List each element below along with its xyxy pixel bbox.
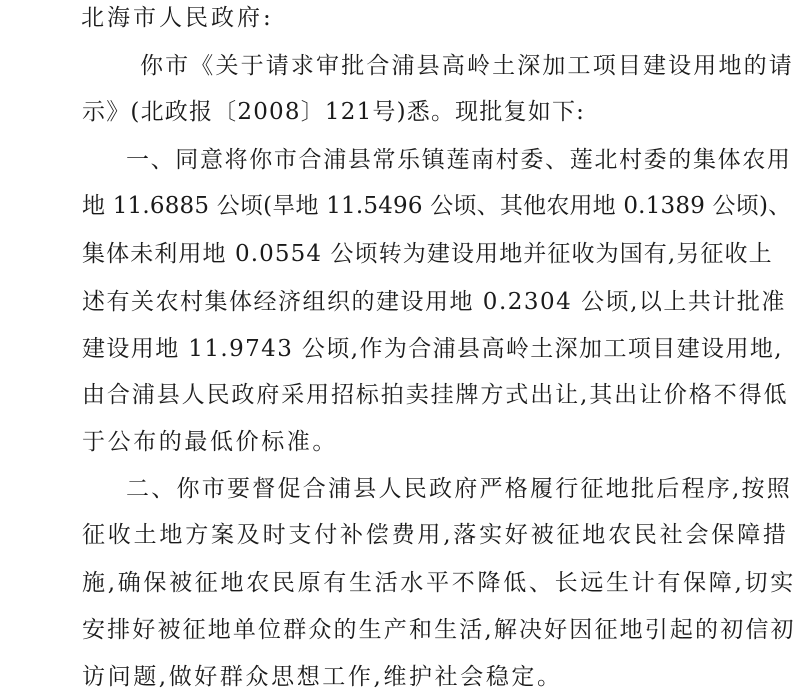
- text-line: 一、同意将你市合浦县常乐镇莲南村委、莲北村委的集体农用: [126, 147, 792, 173]
- text-line: 施,确保被征地农民原有生活水平不降低、长远生计有保障,切实: [82, 570, 796, 596]
- text-line: 地 11.6885 公顷(旱地 11.5496 公顷、其他农用地 0.1389 公顷)、: [82, 193, 792, 219]
- text-line: 二、你市要督促合浦县人民政府严格履行征地批后程序,按照: [126, 476, 793, 502]
- text-line: 建设用地 11.9743 公顷,作为合浦县高岭土深加工项目建设用地,: [82, 336, 783, 362]
- salutation: 北海市人民政府:: [81, 5, 274, 31]
- text-line: 安排好被征地单位群众的生产和生活,解决好因征地引起的初信初: [82, 617, 796, 643]
- text-line: 你市《关于请求审批合浦县高岭土深加工项目建设用地的请: [140, 53, 794, 79]
- text-line: 述有关农村集体经济组织的建设用地 0.2304 公顷,以上共计批准: [82, 289, 786, 315]
- text-line: 示》(北政报〔2008〕121号)悉。现批复如下:: [82, 99, 586, 125]
- text-line: 由合浦县人民政府采用招标拍卖挂牌方式出让,其出让价格不得低: [82, 382, 789, 408]
- text-line: 集体未利用地 0.0554 公顷转为建设用地并征收为国有,另征收上: [82, 241, 773, 267]
- text-line: 访问题,做好群众思想工作,维护社会稳定。: [82, 664, 563, 690]
- text-line: 征收土地方案及时支付补偿费用,落实好被征地农民社会保障措: [82, 522, 789, 548]
- text-line: 于公布的最低价标准。: [82, 429, 338, 455]
